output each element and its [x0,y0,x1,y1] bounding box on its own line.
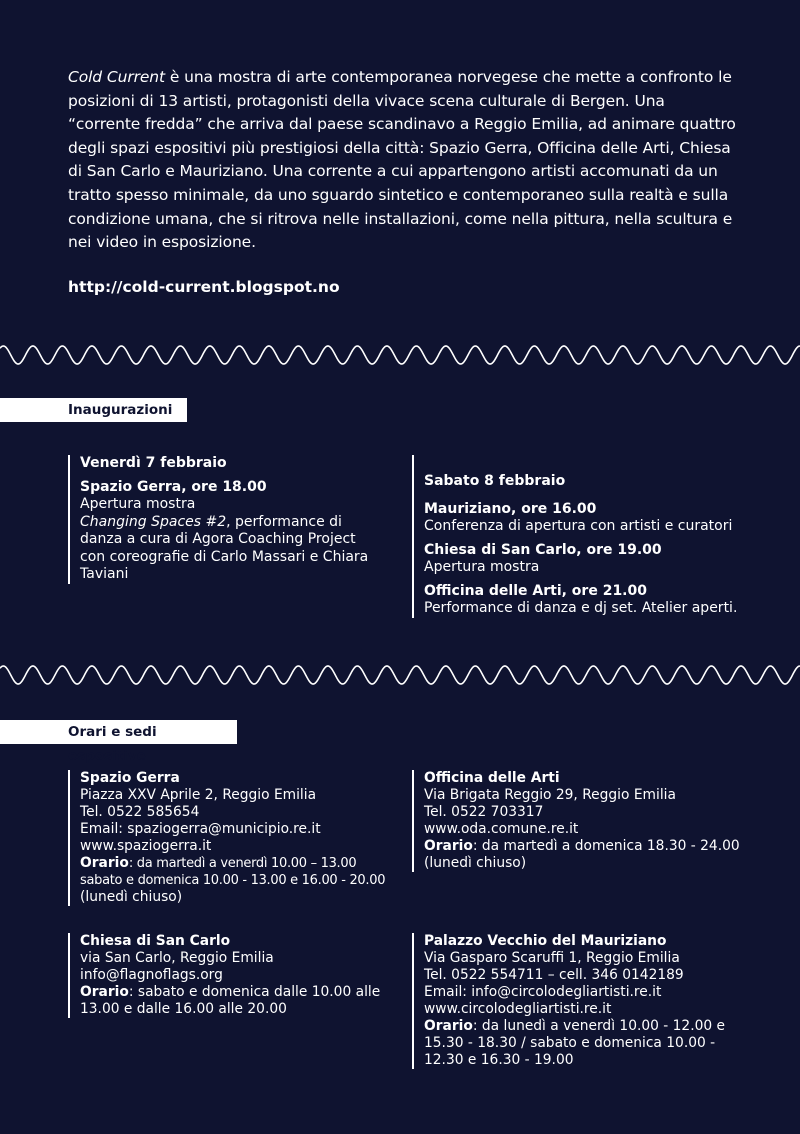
hours-label: Orario [424,1018,473,1034]
hours-text: : da martedì a domenica 18.30 - 24.00 [472,838,740,854]
venue-hours [80,855,400,872]
hours-label: Orario [80,855,129,871]
event-day-1 [68,455,380,584]
event-desc: Conferenza di apertura con artisti e curatori [424,518,733,534]
hours-label: Orario [424,838,473,854]
blog-link[interactable]: http://cold-current.blogspot.no [68,278,340,296]
venue-hours [424,1018,754,1069]
venue-hours [424,838,754,855]
hours-text: : da martedì a venerdì 10.00 – 13.00 [128,856,357,871]
wave-divider-top [0,340,800,370]
venue-palazzo-mauriziano [412,933,754,1069]
venue-address: Via Brigata Reggio 29, Reggio Emilia [424,787,676,803]
event-venue: Spazio Gerra, ore 18.00 [80,478,267,495]
intro-paragraph [68,66,740,255]
performance-title: Changing Spaces #2 [80,513,227,530]
event-venue: Mauriziano, ore 16.00 [424,500,597,517]
venue-website[interactable]: www.spaziogerra.it [80,838,212,854]
event-venue: Chiesa di San Carlo, ore 19.00 [424,541,662,558]
venue-name: Officina delle Arti [424,770,560,786]
section-label-inaugurazioni: Inaugurazioni [0,398,187,422]
venue-hours-weekend: sabato e domenica 10.00 - 13.00 e 16.00 - 20.00 [80,873,386,888]
venue-closed: (lunedì chiuso) [424,855,527,871]
venue-chiesa-san-carlo [68,933,400,1018]
venue-email[interactable]: Email: info@circolodegliartisti.re.it [424,984,662,1000]
event-date: Sabato 8 febbraio [424,473,566,489]
performance-desc: , performance di danza a cura di Agora Coaching Project con coreografie di Carlo Massari e Chiara Taviani [80,513,369,582]
event-date: Venerdì 7 febbraio [80,455,227,471]
venue-website[interactable]: www.oda.comune.re.it [424,821,579,837]
venue-email[interactable]: Email: spaziogerra@municipio.re.it [80,821,321,837]
venue-address: Via Gasparo Scaruffi 1, Reggio Emilia [424,950,680,966]
venue-name: Spazio Gerra [80,770,180,786]
venue-spazio-gerra [68,770,400,906]
venue-name: Palazzo Vecchio del Mauriziano [424,933,667,949]
event-desc: Apertura mostra [80,496,196,512]
event-desc: Performance di danza e dj set. Atelier aperti. [424,600,738,616]
intro-text: è una mostra di arte contemporanea norvegese che mette a confronto le posizioni di 13 artisti, protagonisti della vivace scena culturale di Bergen. Una “corrente fredda” che arriva dal paese scandinavo a Reggio Emilia, ad animare quattro degli spazi espositivi più prestigiosi della città: Spazio Gerra, Officina delle Arti, Chiesa di San Carlo e Mauriziano. Una corrente a cui appartengono artisti accomunati da un tratto spesso minimale, da uno sguardo sintetico e contemporaneo sulla realtà e sulla condizione umana, che si ritrova nelle installazioni, come nella pittura, nella scultura e nei video in esposizione. [68,68,736,252]
venue-address: via San Carlo, Reggio Emilia [80,950,274,966]
event-venue: Officina delle Arti, ore 21.00 [424,582,647,599]
venue-tel: Tel. 0522 554711 – cell. 346 0142189 [424,967,684,983]
wave-divider-middle [0,660,800,690]
hours-label: Orario [80,984,129,1000]
venue-tel: Tel. 0522 585654 [80,804,200,820]
hours-text: : da lunedì a venerdì 10.00 - 12.00 e 15.30 - 18.30 / sabato e domenica 10.00 - 12.30 e 16.30 - 19.00 [424,1018,726,1068]
section-label-orari: Orari e sedi espositive [0,720,237,744]
venue-email[interactable]: info@flagnoflags.org [80,967,223,983]
event-day-2 [412,455,754,618]
venue-officina-arti [412,770,754,872]
venue-name: Chiesa di San Carlo [80,933,231,949]
venue-website[interactable]: www.circolodegliartisti.re.it [424,1001,612,1017]
exhibition-title: Cold Current [68,68,166,86]
hours-text: : sabato e domenica dalle 10.00 alle 13.00 e dalle 16.00 alle 20.00 [80,984,381,1017]
venue-tel: Tel. 0522 703317 [424,804,544,820]
event-desc: Apertura mostra [424,559,540,575]
venue-closed: (lunedì chiuso) [80,889,183,905]
venue-hours [80,984,400,1018]
event-performance [80,514,380,584]
venue-address: Piazza XXV Aprile 2, Reggio Emilia [80,787,317,803]
